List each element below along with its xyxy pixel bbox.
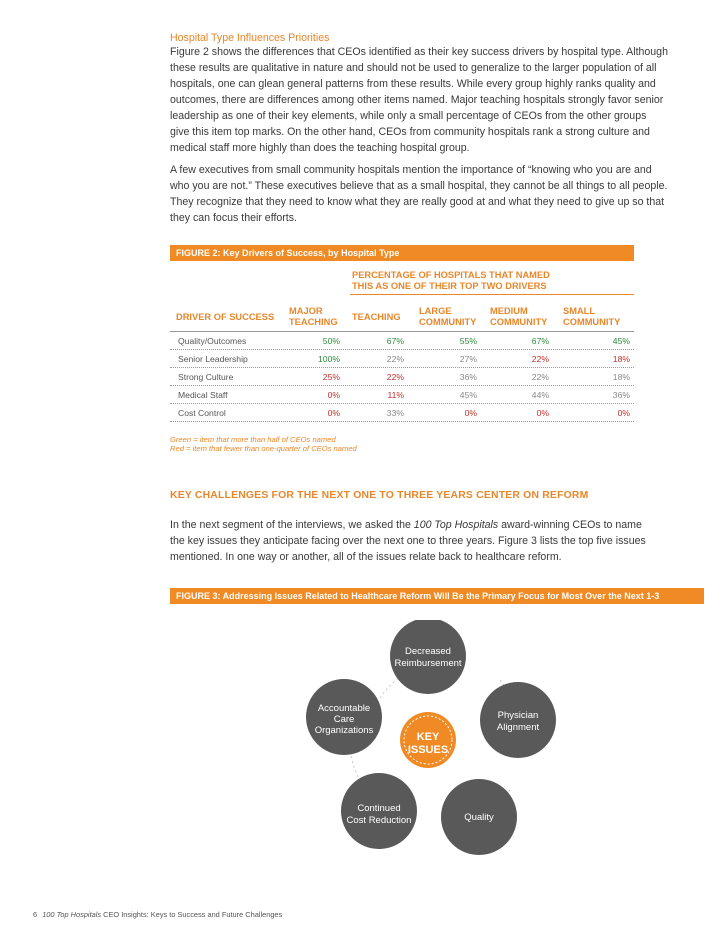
figure-2-legend: [170, 435, 357, 453]
row-divider: [170, 367, 634, 368]
center-label-line: ISSUES: [407, 744, 449, 756]
page-footer: [33, 910, 282, 919]
section-title: Hospital Type Influences Priorities: [170, 32, 330, 44]
text-line: They recognize that they need to know what they are really good at and what they need to give up so that: [170, 196, 665, 208]
column-header-teaching: [352, 306, 401, 323]
publication-title: 100 Top Hospitals: [42, 910, 102, 919]
column-line: COMMUNITY: [419, 317, 477, 327]
table-cell-value: 22%: [386, 372, 404, 382]
table-cell-value: 27%: [459, 354, 477, 364]
paragraph-small-community: [170, 162, 715, 226]
row-divider: [170, 421, 634, 422]
text-line: medical staff more highly than does the teaching hospital group.: [170, 142, 470, 154]
table-row: [170, 405, 634, 422]
text-line: [170, 517, 715, 533]
table-cell-value: 55%: [459, 336, 477, 346]
column-line: SMALL: [563, 306, 596, 316]
table-cell-value: 0%: [464, 408, 477, 418]
section-heading-key-challenges: KEY CHALLENGES FOR THE NEXT ONE TO THREE YEARS CENTER ON REFORM: [170, 490, 589, 501]
table-cell-value: 22%: [386, 354, 404, 364]
text-span: award-winning CEOs to name: [498, 519, 642, 531]
column-header-major-teaching: [289, 306, 338, 328]
table-cell-value: 36%: [459, 372, 477, 382]
driver-header: DRIVER OF SUCCESS: [176, 312, 275, 322]
page-number: 6: [33, 910, 38, 919]
driver-label: Senior Leadership: [178, 354, 248, 364]
text-line: leadership as one of their key elements, while only a small percentage of CEOs from the other groups: [170, 110, 647, 122]
column-line: LARGE: [419, 306, 452, 316]
column-line: MAJOR: [289, 306, 323, 316]
node-label-line: Physician: [497, 710, 539, 721]
table-cell-value: 45%: [459, 390, 477, 400]
row-divider: [170, 349, 634, 350]
table-cell-value: 67%: [531, 336, 549, 346]
text-line: outcomes, there are differences among other items named. Major teaching hospitals strongly favor senior: [170, 94, 664, 106]
node-label-line: Care: [333, 714, 355, 725]
node-label-line: Alignment: [496, 722, 540, 733]
table-cell-value: 18%: [612, 354, 630, 364]
text-line: give this item top marks. On the other hand, CEOs from community hospitals rank a strong culture and: [170, 126, 650, 138]
driver-label: Cost Control: [178, 408, 226, 418]
table-cell-value: 22%: [531, 354, 549, 364]
table-cell-value: 36%: [612, 390, 630, 400]
paragraph-hospital-type: [170, 44, 715, 156]
table-cell-value: 67%: [386, 336, 404, 346]
legend-red: Red = item that fewer than one-quarter of CEOs named: [170, 444, 357, 453]
node-label-line: Decreased: [405, 646, 451, 657]
table-row: [170, 387, 634, 404]
table-row: [170, 351, 634, 368]
text-line: the key issues they anticipate facing over the next one to three years. Figure 3 lists the top five issues: [170, 535, 646, 547]
footer-title: CEO Insights: Keys to Success and Future Challenges: [101, 910, 283, 919]
table-cell-value: 25%: [322, 372, 340, 382]
paragraph-key-challenges: [170, 517, 715, 565]
table-cell-value: 33%: [386, 408, 404, 418]
publication-title: 100 Top Hospitals: [413, 519, 499, 531]
table-cell-value: 18%: [612, 372, 630, 382]
column-header-small-community: [563, 306, 620, 328]
text-span: In the next segment of the interviews, we asked the: [170, 519, 414, 531]
legend-green: Green = item that more than half of CEOs named: [170, 435, 336, 444]
supheader-rule: [350, 294, 634, 295]
text-line: mentioned. In one way or another, all of the issues relate back to healthcare reform.: [170, 551, 562, 563]
node-label-line: Reimbursement: [394, 658, 462, 669]
text-line: Figure 2 shows the differences that CEOs identified as their key success drivers by hospital type. Although: [170, 46, 668, 58]
driver-label: Medical Staff: [178, 390, 228, 400]
table-cell-value: 45%: [612, 336, 630, 346]
table-cell-value: 0%: [617, 408, 630, 418]
figure-2-supheader: [352, 270, 550, 292]
column-header-medium-community: [490, 306, 547, 328]
row-divider: [170, 385, 634, 386]
node-label-line: Quality: [464, 812, 494, 823]
table-cell-value: 22%: [531, 372, 549, 382]
text-line: they can focus their efforts.: [170, 212, 297, 224]
column-line: MEDIUM: [490, 306, 528, 316]
text-line: hospitals, one can glean general patterns from these results. While every group highly ranks quality and: [170, 78, 656, 90]
column-line: COMMUNITY: [490, 317, 548, 327]
table-row: [170, 369, 634, 386]
table-cell-value: 11%: [387, 390, 404, 400]
figure-3-banner: FIGURE 3: Addressing Issues Related to Healthcare Reform Will Be the Primary Focus for Most Over the Next 1-3: [170, 588, 704, 604]
table-header-rule: [170, 331, 634, 332]
key-issues-diagram: [300, 620, 560, 870]
supheader-line: PERCENTAGE OF HOSPITALS THAT NAMED: [352, 270, 550, 280]
table-row: [170, 333, 634, 350]
table-cell-value: 50%: [322, 336, 340, 346]
row-divider: [170, 403, 634, 404]
column-line: TEACHING: [289, 317, 338, 327]
text-line: who you are not.” These executives believe that as a small hospital, they cannot be all things to all people.: [170, 180, 668, 192]
node-label-line: Organizations: [314, 725, 374, 736]
table-cell-value: 0%: [536, 408, 549, 418]
table-cell-value: 0%: [327, 390, 340, 400]
column-line: COMMUNITY: [563, 317, 621, 327]
text-line: these results are qualitative in nature and should not be used to generalize to the larger population of all: [170, 62, 657, 74]
driver-label: Quality/Outcomes: [178, 336, 247, 346]
node-label-line: Accountable: [317, 703, 371, 714]
table-cell-value: 0%: [327, 408, 340, 418]
column-line: TEACHING: [352, 312, 401, 322]
table-cell-value: 100%: [318, 354, 340, 364]
node-label-line: Continued: [357, 803, 401, 814]
node-label-line: Cost Reduction: [346, 815, 412, 826]
figure-2-banner: FIGURE 2: Key Drivers of Success, by Hospital Type: [170, 245, 634, 261]
column-header-large-community: [419, 306, 476, 328]
supheader-line: THIS AS ONE OF THEIR TOP TWO DRIVERS: [352, 281, 547, 291]
text-line: A few executives from small community hospitals mention the importance of “knowing who you are and: [170, 164, 652, 176]
table-cell-value: 44%: [531, 390, 549, 400]
center-label-line: KEY: [416, 731, 440, 743]
driver-label: Strong Culture: [178, 372, 234, 382]
node-decreased-reimbursement: [390, 620, 466, 694]
